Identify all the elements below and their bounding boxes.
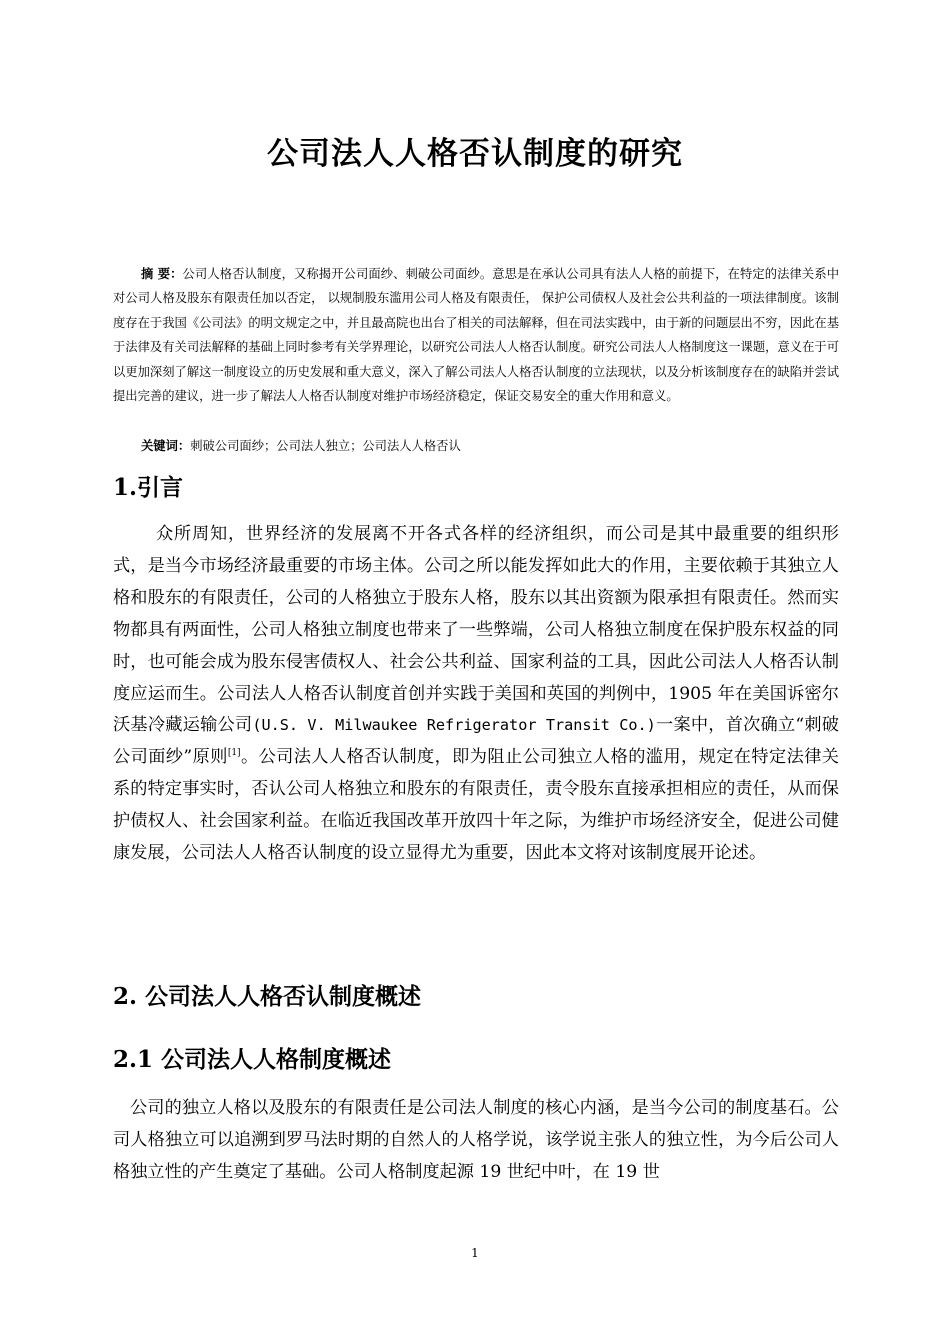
abstract-paragraph: [113, 262, 839, 408]
section-2-1-heading: [113, 1041, 391, 1074]
section-1-heading: [113, 469, 183, 502]
citation-marker[interactable]: [1]: [227, 748, 241, 759]
section-1-number: 1.: [113, 474, 138, 501]
section-1-text-c: 。公司法人人格否认制度，即为阻止公司独立人格的滥用，规定在特定法律关系的特定事实时，否认公司人格独立和股东的有限责任，责令股东直接承担相应的责任，从而保护债权人、社会国家利益。在临近我国改革开放四十年之际，为维护市场经济安全，促进公司健康发展，公司法人人格否认制度的设立显得尤为重要，因此本文将对该制度展开论述。: [113, 747, 839, 864]
section-1-paragraph: [113, 519, 839, 870]
section-1-title: 引言: [137, 475, 184, 501]
page-number: 1: [471, 1246, 479, 1260]
section-1-text-a: 众所周知，世界经济的发展离不开各式各样的经济组织，而公司是其中最重要的组织形式，是当今市场经济最重要的市场主体。公司之所以能发挥如此大的作用，主要依赖于其独立人格和股东的有限责任，公司的人格独立于股东人格，股东以其出资额为限承担有限责任。然而实物都具有两面性，公司人格独立制度也带来了一些弊端，公司人格独立制度在保护股东权益的同时，也可能会成为股东侵害债权人、社会公共利益、国家利益的工具，因此公司法人人格否认制度应运而生。公司法人人格否认制度首创并实践于美国和英国的判例中，1905 年在美国诉密尔沃基冷藏运输公司: [113, 524, 839, 736]
document-title: 公司法人人格否认制度的研究: [267, 136, 683, 172]
abstract-label: 摘 要：: [141, 267, 183, 281]
abstract-text: 公司人格否认制度，又称揭开公司面纱、刺破公司面纱。意思是在承认公司具有法人人格的前提下，在特定的法律关系中对公司人格及股东有限责任加以否定， 以规制股东滥用公司人格及有限责任， 保护公司债权人及社会公共利益的一项法律制度。该制度存在于我国《公司法》的明文规定之中，并且最高院也出台了相关的司法解释，但在司法实践中，由于新的问题层出不穷，因此在基于法律及有关司法解释的基础上同时参考有关学界理论，以研究公司法人人格否认制度。研究公司法人人格制度这一课题，意义在于可以更加深刻了解这一制度设立的历史发展和重大意义，深入了解公司法人人格否认制度的立法现状，以及分析该制度存在的缺陷并尝试提出完善的建议，进一步了解法人人格否认制度对维护市场经济稳定，保证交易安全的重大作用和意义。: [113, 267, 839, 404]
section-2-number: 2.: [113, 983, 138, 1010]
section-2-1-title: 公司法人人格制度概述: [153, 1047, 392, 1073]
keywords-line: [141, 434, 841, 458]
section-2-title: 公司法人人格否认制度概述: [137, 984, 422, 1010]
keywords-text: 刺破公司面纱；公司法人独立；公司法人人格否认: [190, 439, 461, 453]
case-name: (U.S. V. Milwaukee Refrigerator Transit Co.): [252, 716, 656, 735]
section-2-heading: [113, 978, 421, 1011]
section-2-1-paragraph: 公司的独立人格以及股东的有限责任是公司法人制度的核心内涵，是当今公司的制度基石。公司人格独立可以追溯到罗马法时期的自然人的人格学说，该学说主张人的独立性，为今后公司人格独立性的产生奠定了基础。公司人格制度起源 19 世纪中叶，在 19 世: [113, 1098, 839, 1182]
section-2-1-number: 2.1: [113, 1046, 154, 1073]
section-1-text-b: 一案中，首次确立“刺破公司面纱”原则: [113, 715, 839, 768]
keywords-label: 关键词：: [141, 439, 191, 453]
